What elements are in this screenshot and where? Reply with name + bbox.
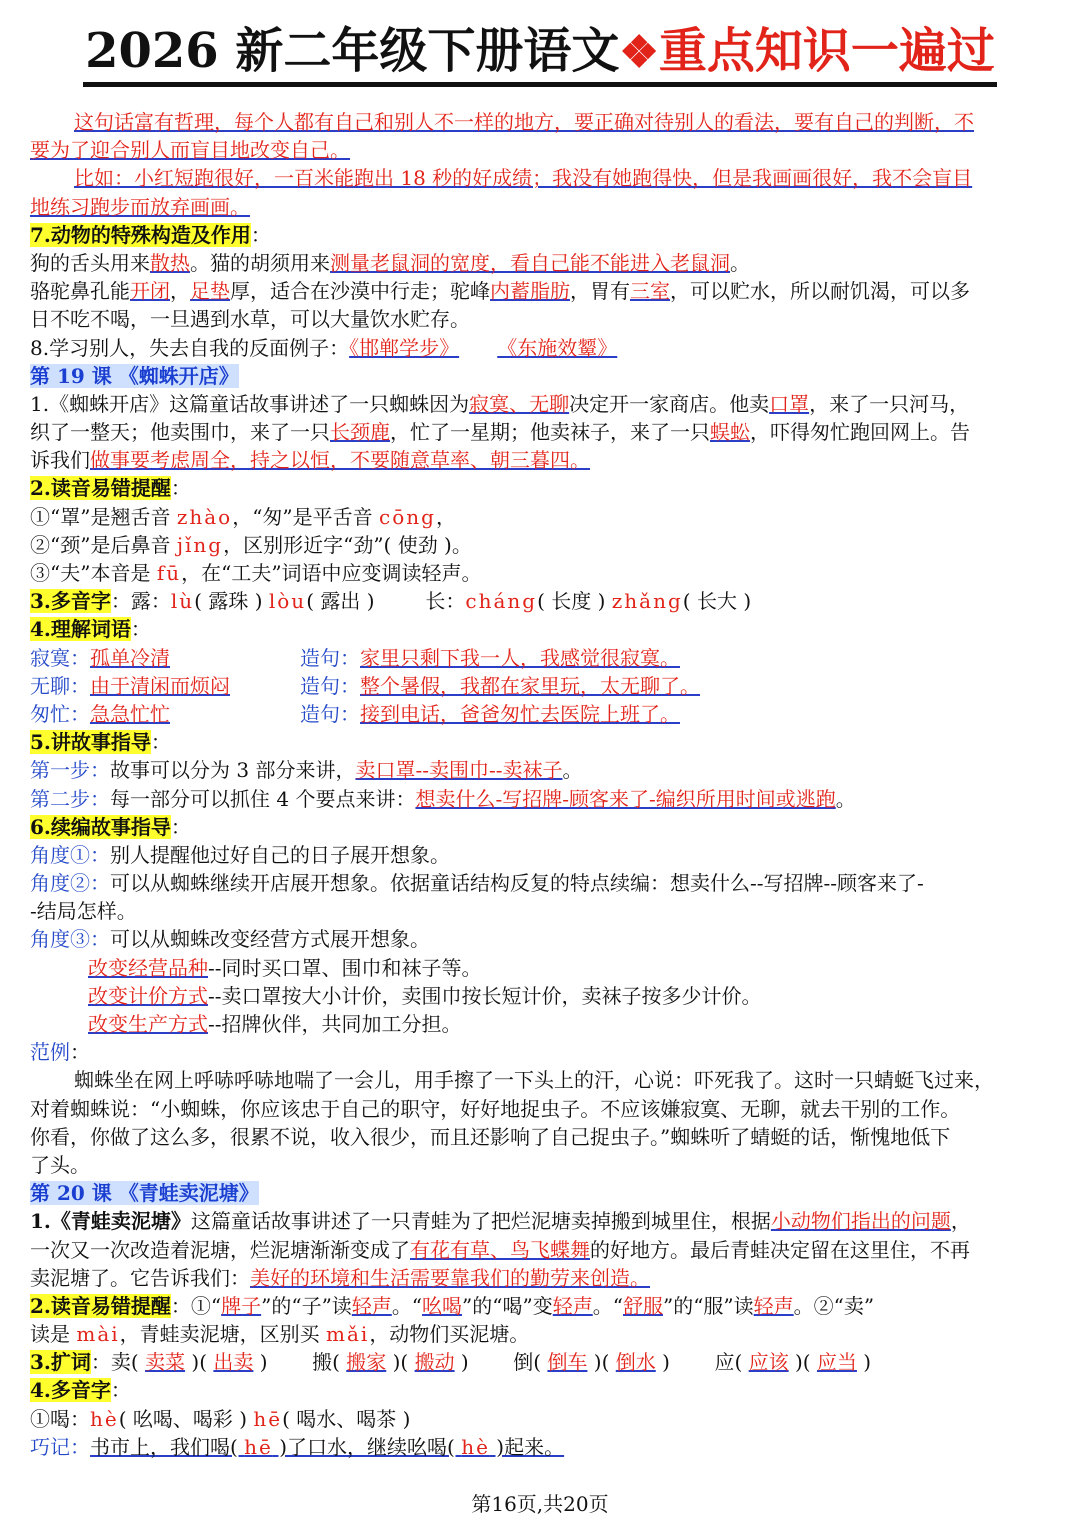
answer: 牌子 (221, 1293, 262, 1318)
text: 了头。 (30, 1152, 90, 1177)
lesson-heading (30, 1179, 1050, 1207)
text: ，胃有 (570, 279, 630, 304)
diamond-icon: ❖ (619, 26, 659, 78)
text: 卖泥塘了。它告诉我们： (30, 1265, 250, 1290)
text: 每一部分可以抓住 4 个要点来讲： (110, 786, 416, 811)
text-line (30, 164, 1050, 192)
pinyin: hè (461, 1434, 490, 1459)
answer: 吆喝 (422, 1293, 463, 1318)
term: 无聊： (30, 673, 90, 698)
text: 。 (730, 250, 750, 275)
text: ( 露珠 ) (194, 589, 269, 614)
text: 这篇童话故事讲述了一只青蛙为了把烂泥塘卖掉搬到城里住，根据 (190, 1209, 771, 1234)
underlined-sentence (90, 1435, 564, 1459)
text-line (30, 559, 1050, 587)
answer: 改变计价方式 (88, 983, 208, 1008)
section-heading: 3.多音字：露：lù( 露珠 ) lòu( 露出 ) 长：cháng( 长度 ) zhǎng( 长大 ) (30, 589, 752, 614)
text: )起来。 (489, 1434, 565, 1459)
label: 角度③： (30, 927, 110, 952)
text-line (30, 531, 1050, 559)
answer: 倒车 (547, 1350, 588, 1375)
text-line (30, 897, 1050, 925)
text: ) (454, 1350, 469, 1375)
text: 蜘蛛坐在网上呼哧呼哧地喘了一会儿，用手擦了一下头上的汗，心说：吓死我了。这时一只蜻蜓飞过来， (74, 1068, 994, 1093)
text: 你看，你做了这么多，很累不说，收入很少，而且还影响了自己捉虫子。”蜘蛛听了蜻蜓的话，惭愧地低下 (30, 1124, 951, 1149)
answer: 有花有草、鸟飞蝶舞 (410, 1237, 590, 1262)
answer: 孤单冷清 (90, 645, 170, 670)
text-line (30, 1264, 1050, 1292)
page-title (30, 0, 1050, 108)
text: 搬( (312, 1350, 347, 1375)
label: 第二步： (30, 786, 110, 811)
pinyin: jǐng (176, 532, 224, 557)
heading: 4.多音字 (30, 1378, 111, 1403)
text: ) (856, 1350, 872, 1375)
text-line (30, 841, 1050, 869)
text: 决定开一家商店。他卖 (569, 391, 770, 416)
text: --卖口罩按大小计价，卖围巾按长短计价，卖袜子按多少计价。 (208, 983, 762, 1008)
heading: 7.动物的特殊构造及作用 (30, 222, 251, 247)
text: ③“夫”本音是 (30, 561, 157, 585)
label: 角度②： (30, 871, 110, 896)
text-line (30, 446, 1050, 474)
text: 的好地方。最后青蛙决定留在这里住，不再 (590, 1237, 970, 1262)
text: )( (185, 1350, 214, 1375)
answer: 口罩 (769, 391, 810, 416)
text: )( (788, 1350, 817, 1375)
text: 1.《蜘蛛开店》这篇童话故事讲述了一只蜘蛛因为 (30, 391, 470, 416)
text: 长： (425, 589, 466, 614)
text-line (30, 503, 1050, 531)
title-underline (83, 22, 997, 87)
pinyin: cōng (379, 504, 436, 529)
section-heading: 5.讲故事指导： (30, 730, 171, 755)
section-heading: 2.读音易错提醒： (30, 476, 191, 501)
text: 。 (835, 786, 856, 811)
text-line (30, 1123, 1050, 1151)
text: ( 吆喝、喝彩 ) (118, 1406, 254, 1431)
pinyin: zhǎng (611, 589, 683, 614)
text: 这句话富有哲理，每个人都有自己和别人不一样的地方，要正确对待别人的看法，要有自己的判断，不 (74, 110, 974, 134)
pinyin: lòu (268, 589, 307, 614)
text: 骆驼鼻孔能 (30, 279, 130, 304)
text: ②“颈”是后鼻音 (30, 532, 177, 557)
heading: 6.续编故事指导 (30, 814, 171, 839)
answer: 急急忙忙 (90, 701, 170, 726)
term: 寂寞： (30, 645, 90, 670)
answer: 搬家 (346, 1350, 387, 1375)
answer: 卖口罩--卖围巾--卖袜子 (355, 758, 563, 783)
text: ( 长大 ) (682, 589, 752, 614)
word-row (30, 672, 1050, 700)
answer: 轻声 (351, 1293, 392, 1318)
text: ，来了一只河马， (809, 391, 970, 416)
text-line (30, 305, 1050, 333)
answer: 蜈蚣 (710, 420, 750, 445)
text: )( (386, 1350, 415, 1375)
text: 8.学习别人，失去自我的反面例子： (30, 335, 350, 360)
word-row (30, 700, 1050, 728)
text-line (30, 1236, 1050, 1264)
text: 倒( (513, 1350, 548, 1375)
pinyin: lù (170, 589, 195, 614)
answer: 改变经营品种 (88, 955, 208, 980)
text: 可以从蜘蛛继续开店展开想象。依据童话结构反复的特点续编：想卖什么--写招牌--顾客来了- (110, 871, 924, 896)
text: 。②“卖” (793, 1293, 875, 1318)
text-line (30, 136, 1050, 164)
answer: 想卖什么-写招牌-顾客来了-编织所用时间或逃跑 (415, 786, 836, 811)
text-line (30, 249, 1050, 277)
answer: 开闭 (130, 279, 170, 304)
answer: 做事要考虑周全，持之以恒，不要随意草率、朝三暮四。 (90, 448, 590, 473)
answer: 《东施效颦》 (497, 335, 618, 360)
text: ， (950, 1209, 971, 1234)
text-line (30, 982, 1050, 1010)
text: 。猫的胡须用来 (190, 250, 330, 275)
text: ，在“工夫”词语中应变调读轻声。 (181, 561, 482, 585)
word-row (30, 644, 1050, 672)
text: ，可以贮水，所以耐饥渴，可以多 (670, 279, 970, 304)
text-line (30, 277, 1050, 305)
text: ，“匆”是平舌音 (232, 504, 380, 529)
label: 巧记： (30, 1434, 90, 1459)
answer: 小动物们指出的问题 (770, 1209, 951, 1234)
text: 书市上，我们喝( (90, 1434, 245, 1459)
text: ：卖( (90, 1350, 146, 1375)
text: --招牌伙伴，共同加工分担。 (208, 1012, 462, 1036)
answer: 舒服 (622, 1293, 663, 1318)
pinyin: mài (76, 1322, 120, 1347)
text: )了口水，继续吆喝( (272, 1434, 462, 1459)
text: 狗的舌头用来 (30, 250, 150, 275)
heading: 3.扩词 (30, 1350, 91, 1375)
text: 对着蜘蛛说：“小蜘蛛，你应该忠于自己的职守，好好地捉虫子。不应该嫌寂寞、无聊，就去干别的工作。 (30, 1096, 961, 1121)
text-line (30, 1433, 1050, 1461)
text-line (30, 1066, 1050, 1094)
text: ，吓得匆忙跑回网上。告 (750, 420, 970, 445)
text: --同时买口罩、围巾和袜子等。 (208, 955, 482, 980)
heading: 3.多音字 (30, 589, 111, 614)
text: 织了一整天；他卖围巾，来了一只 (30, 420, 330, 445)
answer: 散热 (150, 250, 190, 275)
text: )( (587, 1350, 616, 1375)
text: 一次又一次改造着泥塘，烂泥塘渐渐变成了 (30, 1237, 410, 1262)
answer: 应当 (816, 1350, 857, 1375)
heading: 2.读音易错提醒 (30, 476, 171, 501)
label: 角度①： (30, 842, 110, 867)
answer: 倒水 (615, 1350, 656, 1375)
text-line (30, 785, 1050, 813)
text: 应( (714, 1350, 749, 1375)
section-heading (30, 1292, 1050, 1320)
answer: 内蓄脂肪 (490, 279, 570, 304)
text: ，区别形近字“劲”( 使劲 )。 (223, 532, 472, 557)
answer: 卖菜 (145, 1350, 186, 1375)
text: 可以从蜘蛛改变经营方式展开想象。 (110, 927, 430, 952)
pinyin: hè (90, 1406, 119, 1431)
page-footer: 第16页,共20页 (471, 1492, 609, 1516)
text: 。“ (391, 1293, 423, 1318)
pinyin: hē (244, 1434, 273, 1459)
answer: 三室 (630, 279, 670, 304)
text: ”的“服”读 (662, 1293, 754, 1318)
label: 造句： (300, 645, 360, 670)
text: ( 长度 ) (537, 589, 612, 614)
text-line (30, 193, 1050, 221)
text-line (30, 1151, 1050, 1179)
text-line (30, 1405, 1050, 1433)
label: 范例 (30, 1040, 70, 1065)
section-heading: 6.续编故事指导： (30, 814, 191, 839)
answer: 测量老鼠洞的宽度，看自己能不能进入老鼠洞 (330, 250, 730, 275)
example-label: 范例： (30, 1040, 90, 1065)
text: -结局怎样。 (30, 899, 137, 924)
text: ，青蛙卖泥塘，区别买 (119, 1322, 327, 1347)
text-line (30, 925, 1050, 953)
text-line (30, 869, 1050, 897)
answer: 《邯郸学步》 (349, 335, 460, 360)
text-line (30, 108, 1050, 136)
text-line (30, 418, 1050, 446)
text: 读是 (30, 1322, 77, 1347)
text-line (30, 756, 1050, 784)
text: ( 露出 ) (306, 589, 375, 614)
text-line (30, 390, 1050, 418)
text: 。 (562, 758, 583, 783)
pinyin: zhào (176, 504, 233, 529)
text-line (30, 1095, 1050, 1123)
text: ，忙了一星期；他卖袜子，来了一只 (390, 420, 710, 445)
text: ：①“ (170, 1293, 222, 1318)
text: 地练习跑步而放弃画画。 (30, 194, 250, 219)
text: ，动物们买泥塘。 (369, 1322, 530, 1347)
lesson-title: 第 19 课 《蜘蛛开店》 (30, 363, 239, 388)
section-heading: 4.多音字： (30, 1378, 131, 1403)
text: 。“ (592, 1293, 623, 1318)
title-part1: 2026 新二年级下册语文 (85, 22, 620, 79)
text: 露： (130, 589, 171, 614)
answer: 改变生产方式 (88, 1012, 208, 1036)
answer: 整个暑假，我都在家里玩，太无聊了。 (360, 673, 700, 698)
answer: 寂寞、无聊 (469, 391, 570, 416)
answer: 足垫 (190, 279, 230, 304)
answer: 轻声 (753, 1293, 794, 1318)
text: ， (170, 279, 190, 304)
text-line (30, 954, 1050, 982)
answer: 长颈鹿 (330, 420, 390, 445)
answer: 轻声 (552, 1293, 593, 1318)
text: 故事可以分为 3 部分来讲， (110, 758, 356, 783)
text: 比如：小红短跑很好，一百米能跑出 18 秒的好成绩；我没有她跑得快，但是我画画很好，我不会盲目 (74, 166, 973, 191)
text: 要为了迎合别人而盲目地改变自己。 (30, 138, 350, 163)
text: 厚，适合在沙漠中行走；驼峰 (230, 279, 490, 304)
section-heading: 4.理解词语： (30, 617, 151, 642)
answer: 美好的环境和生活需要靠我们的勤劳来创造。 (250, 1265, 650, 1290)
text: ①“罩”是翘舌音 (30, 504, 177, 529)
text: 别人提醒他过好自己的日子展开想象。 (110, 842, 450, 867)
pinyin: hē (253, 1406, 283, 1431)
text: ”的“喝”变 (462, 1293, 553, 1318)
text: 诉我们 (30, 448, 90, 473)
label: 造句： (300, 673, 360, 698)
pinyin: cháng (465, 589, 538, 614)
text: 日不吃不喝，一旦遇到水草，可以大量饮水贮存。 (30, 307, 470, 332)
answer: 接到电话，爸爸匆忙去医院上班了。 (360, 701, 680, 726)
heading: 2.读音易错提醒 (30, 1293, 171, 1318)
text: 1.《青蛙卖泥塘》 (30, 1209, 191, 1234)
answer: 出卖 (213, 1350, 254, 1375)
text: ) (253, 1350, 268, 1375)
answer: 由于清闲而烦闷 (90, 673, 230, 698)
answer: 搬动 (414, 1350, 455, 1375)
text: ①喝： (30, 1406, 90, 1431)
text-line (30, 1010, 1050, 1038)
heading: 4.理解词语 (30, 617, 131, 642)
text: ”的“子”读 (261, 1293, 352, 1318)
label: 造句： (300, 701, 360, 726)
lesson-heading (30, 362, 1050, 390)
term: 匆忙： (30, 701, 90, 726)
answer: 家里只剩下我一人，我感觉很寂寞。 (360, 645, 680, 670)
text-line (30, 1207, 1050, 1235)
text-line (30, 1320, 1050, 1348)
section-heading (30, 1348, 1050, 1376)
heading: 5.讲故事指导 (30, 730, 151, 755)
pinyin: fū (156, 561, 182, 585)
pinyin: mǎi (326, 1322, 370, 1347)
lesson-title: 第 20 课 《青蛙卖泥塘》 (30, 1181, 259, 1206)
title-part2: 重点知识一遍过 (658, 22, 995, 79)
text: ， (435, 504, 456, 529)
answer: 应该 (748, 1350, 789, 1375)
text: ) (655, 1350, 670, 1375)
text: ( 喝水、喝茶 ) (282, 1406, 411, 1431)
label: 第一步： (30, 758, 110, 783)
text-line (30, 334, 1050, 362)
section-heading: 7.动物的特殊构造及作用： (30, 222, 271, 247)
